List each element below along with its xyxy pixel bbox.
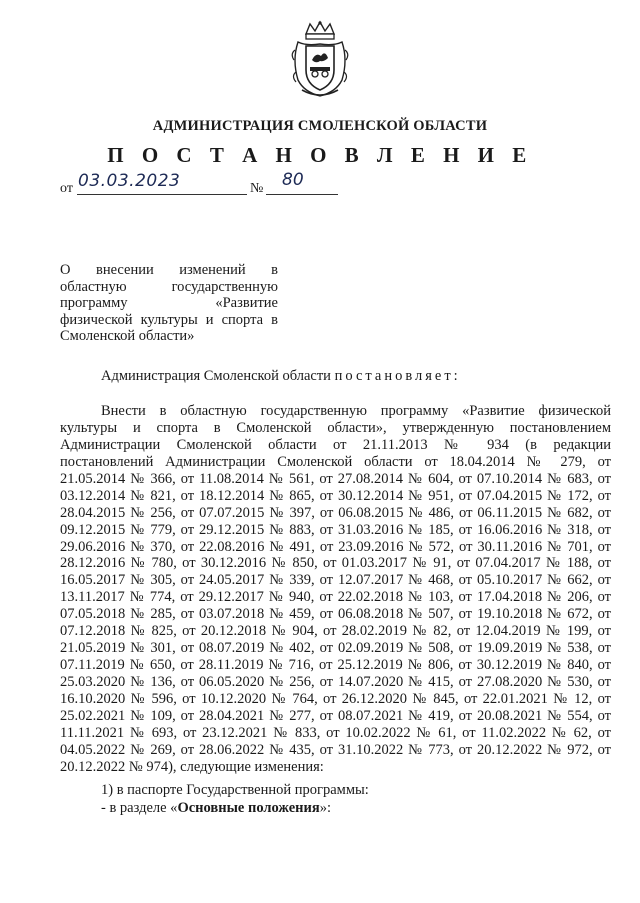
date-prefix: от [60, 181, 73, 196]
body-line: 03.12.2014 № 821, от 18.12.2014 № 865, от 30.12.2014 № 951, от 07.04.2015 № 172, от [60, 487, 611, 504]
list-item-passport: 1) в паспорте Государственной программы: [101, 782, 369, 798]
body-line: Внести в областную государственную программу «Развитие физической [101, 403, 611, 419]
list-item-prefix: - в разделе « [101, 800, 178, 816]
body-line: 16.05.2017 № 305, от 24.05.2017 № 339, от 12.07.2017 № 468, от 05.10.2017 № 662, от [60, 572, 611, 589]
subject-line: областную государственную [60, 278, 278, 295]
preamble-text: Администрация Смоленской области [101, 368, 331, 384]
coat-of-arms-emblem [290, 20, 350, 98]
handwritten-date: 03.03.2023 [78, 171, 181, 191]
section-name: Основные положения [177, 800, 320, 816]
body-line: 07.05.2018 № 285, от 03.07.2018 № 459, от 06.08.2018 № 507, от 19.10.2018 № 672, от [60, 606, 611, 623]
body-line: 16.10.2020 № 596, от 10.12.2020 № 764, от 26.12.2020 № 845, от 22.01.2021 № 12, от [60, 690, 611, 707]
handwritten-number: 80 [282, 170, 304, 190]
subject-line: Смоленской области» [60, 328, 195, 345]
body-line: 07.12.2018 № 825, от 20.12.2018 № 904, от 28.02.2019 № 82, от 12.04.2019 № 199, от [60, 623, 611, 640]
body-line: 25.02.2021 № 109, от 28.04.2021 № 277, от 08.07.2021 № 419, от 20.08.2021 № 554, от [60, 707, 611, 724]
body-line: 29.06.2016 № 370, от 22.08.2016 № 491, от 23.09.2016 № 572, от 30.11.2016 № 701, от [60, 538, 611, 555]
list-item-suffix: »: [319, 800, 331, 816]
body-line: 28.12.2016 № 780, от 30.12.2016 № 850, от 01.03.2017 № 91, от 07.04.2017 № 188, от [60, 555, 611, 572]
document-subject [60, 262, 278, 345]
preamble [101, 368, 461, 385]
body-line: 11.11.2021 № 693, от 23.12.2021 № 833, от 10.02.2022 № 61, от 11.02.2022 № 62, от [60, 724, 611, 741]
body-line: 20.12.2022 № 974), следующие изменения: [60, 758, 324, 775]
body-line: 25.03.2020 № 136, от 06.05.2020 № 256, от 14.07.2020 № 415, от 27.08.2020 № 530, от [60, 674, 611, 690]
body-line: 21.05.2014 № 366, от 11.08.2014 № 561, от 27.08.2014 № 604, от 07.10.2014 № 683, от [60, 470, 611, 487]
body-line: Администрации Смоленской области от 21.11.2013 № 934 (в редакции [60, 436, 611, 453]
body-line: 04.05.2022 № 269, от 28.06.2022 № 435, от 31.10.2022 № 773, от 20.12.2022 № 972, от [60, 741, 611, 758]
subject-line: программу «Развитие [60, 295, 278, 312]
organization-title: АДМИНИСТРАЦИЯ СМОЛЕНСКОЙ ОБЛАСТИ [152, 118, 488, 134]
body-line: 28.04.2015 № 256, от 07.07.2015 № 397, от 06.08.2015 № 486, от 06.11.2015 № 682, от [60, 504, 611, 521]
body-line: 13.11.2017 № 774, от 29.12.2017 № 940, от 22.02.2018 № 103, от 17.04.2018 № 206, от [60, 589, 611, 606]
subject-line: физической культуры и спорта в [60, 311, 278, 328]
body-line: постановлений Администрации Смоленской области от 18.04.2014 № 279, от [60, 453, 611, 470]
preamble-verb: постановляет: [334, 368, 461, 384]
body-line: 07.11.2019 № 650, от 28.11.2019 № 716, от 25.12.2019 № 806, от 30.12.2019 № 840, от [60, 657, 611, 674]
body-paragraph [60, 403, 611, 776]
subject-line: О внесении изменений в [60, 262, 278, 278]
body-line: культуры и спорта в Смоленской области», утвержденную постановлением [60, 419, 611, 436]
body-line: 09.12.2015 № 779, от 29.12.2015 № 883, от 31.03.2016 № 185, от 16.06.2016 № 318, от [60, 521, 611, 538]
body-line: 21.05.2019 № 301, от 08.07.2019 № 402, от 02.09.2019 № 508, от 19.09.2019 № 538, от [60, 640, 611, 657]
list-item-section [101, 800, 331, 817]
document-type-heading: П О С Т А Н О В Л Е Н И Е [107, 143, 533, 167]
number-sign: № [250, 181, 264, 196]
